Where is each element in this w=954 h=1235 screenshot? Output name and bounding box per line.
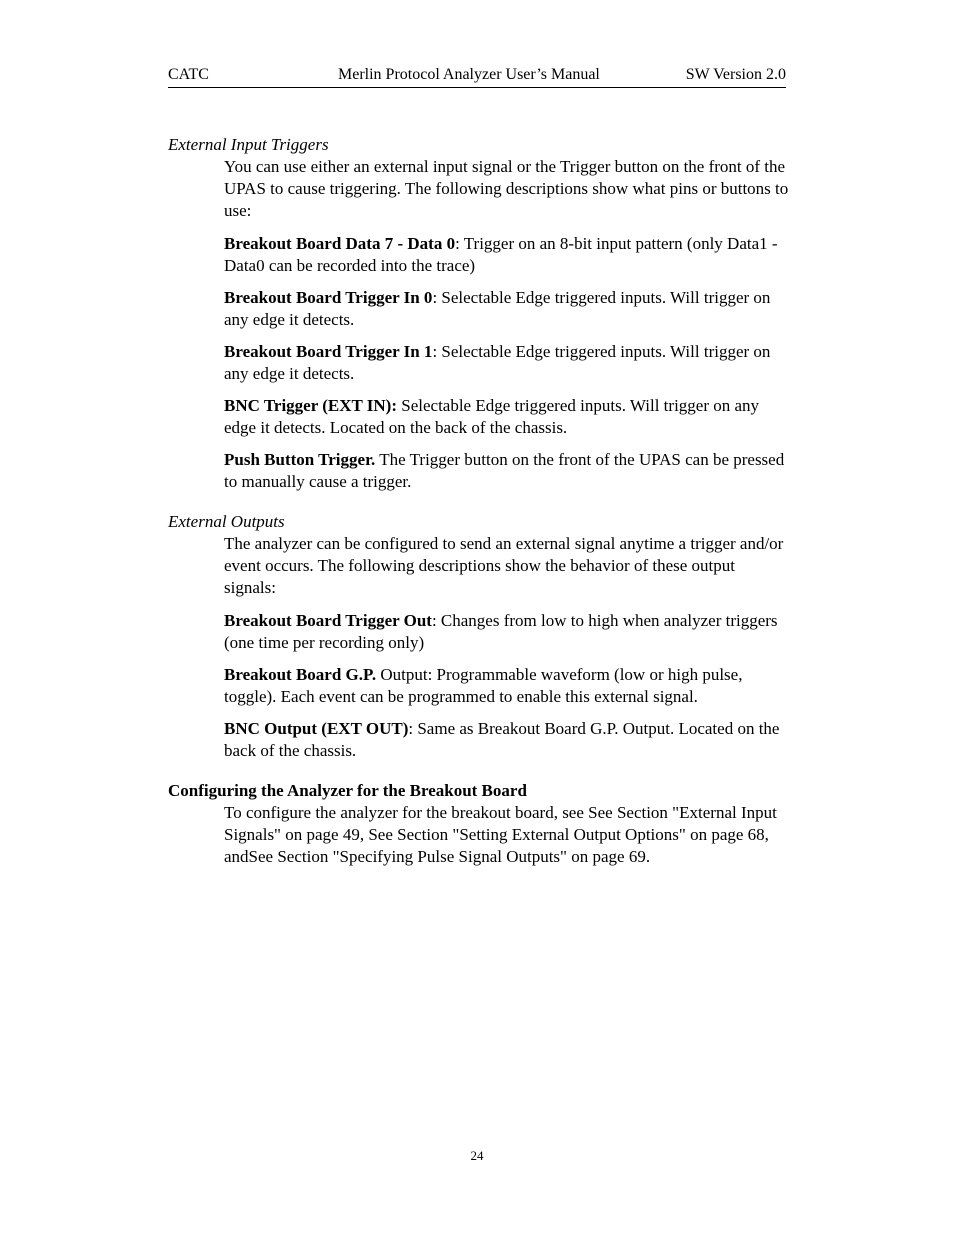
item-text: : Selectable Edge triggered inputs. Will trigger on any edge it detects. xyxy=(224,342,771,383)
section-body-external-input-triggers xyxy=(224,156,790,493)
list-item xyxy=(224,341,790,385)
item-term: Breakout Board Trigger In 1 xyxy=(224,342,433,361)
list-item xyxy=(224,449,790,493)
item-term: Breakout Board Data 7 - Data 0 xyxy=(224,234,456,253)
item-term: Breakout Board G.P. xyxy=(224,665,377,684)
item-term: Push Button Trigger. xyxy=(224,450,376,469)
item-text: : Selectable Edge triggered inputs. Will trigger on any edge it detects. xyxy=(224,288,771,329)
list-item xyxy=(224,718,790,762)
section-heading-external-input-triggers: External Input Triggers xyxy=(168,135,329,154)
item-text: Output: Programmable waveform (low or high pulse, toggle). Each event can be programmed to enable this external signal. xyxy=(224,665,743,706)
page-number: 24 xyxy=(470,1148,484,1163)
header-version: SW Version 2.0 xyxy=(685,66,786,83)
header-company: CATC xyxy=(168,66,209,83)
section-body-external-outputs xyxy=(224,533,790,762)
paragraph-configuring: To configure the analyzer for the breakout board, see See Section "External Input Signals" on page 49, See Section "Setting External Output Options" on page 68, andSee Section "Specifying Pulse Signal Outputs" on page 69. xyxy=(224,803,777,866)
item-term: Breakout Board Trigger In 0 xyxy=(224,288,433,307)
list-item xyxy=(224,233,790,277)
running-header xyxy=(168,65,786,88)
item-text: : Trigger on an 8-bit input pattern (only Data1 - Data0 can be recorded into the trace) xyxy=(224,234,778,275)
paragraph-intro: The analyzer can be configured to send an external signal anytime a trigger and/or event occurs. The following descriptions show the behavior of these output signals: xyxy=(224,534,784,597)
section-body-configuring xyxy=(224,802,790,868)
item-text: : Changes from low to high when analyzer triggers (one time per recording only) xyxy=(224,611,778,652)
paragraph-intro: You can use either an external input signal or the Trigger button on the front of the UPAS to cause triggering. The following descriptions show what pins or buttons to use: xyxy=(224,157,789,220)
item-term: BNC Output (EXT OUT) xyxy=(224,719,409,738)
page-content xyxy=(168,134,788,878)
item-text: : Same as Breakout Board G.P. Output. Located on the back of the chassis. xyxy=(224,719,780,760)
section-spacer xyxy=(168,772,788,780)
list-item xyxy=(224,664,790,708)
item-text: The Trigger button on the front of the UPAS can be pressed to manually cause a trigger. xyxy=(224,450,785,491)
item-term: BNC Trigger (EXT IN): xyxy=(224,396,397,415)
section-heading-configuring: Configuring the Analyzer for the Breakout Board xyxy=(168,781,527,800)
header-title: Merlin Protocol Analyzer User’s Manual xyxy=(338,66,600,83)
item-term: Breakout Board Trigger Out xyxy=(224,611,432,630)
list-item xyxy=(224,610,790,654)
item-text: Selectable Edge triggered inputs. Will trigger on any edge it detects. Located on the back of the chassis. xyxy=(224,396,760,437)
list-item xyxy=(224,287,790,331)
list-item xyxy=(224,395,790,439)
section-heading-external-outputs: External Outputs xyxy=(168,512,285,531)
section-spacer xyxy=(168,503,788,511)
